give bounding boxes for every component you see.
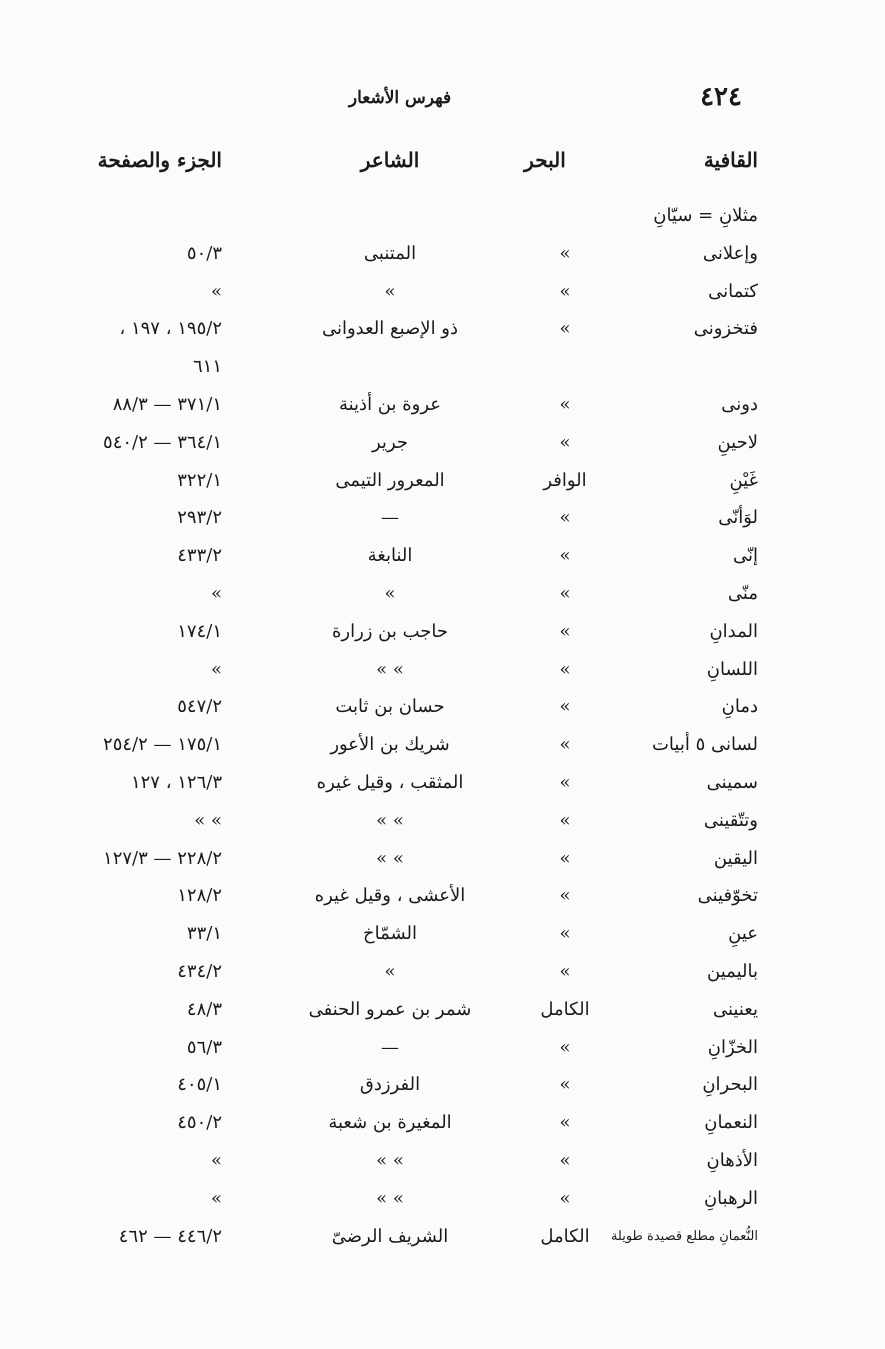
cell-qafiya: البحرانِ xyxy=(702,1074,758,1096)
cell-poet: » » xyxy=(376,809,404,831)
table-row xyxy=(0,428,885,460)
cell-qafiya: مثلانِ = سيّانِ xyxy=(653,205,758,226)
cell-qafiya: سمينى xyxy=(706,772,758,793)
table-row xyxy=(0,1108,885,1140)
cell-poet: حاجب بن زرارة xyxy=(331,620,449,642)
cell-bahr: الكامل xyxy=(540,1225,590,1247)
table-row xyxy=(0,390,885,422)
cell-bahr: » xyxy=(559,394,571,415)
cell-ref: ١٩٥/٢ ، ١٩٧ ، xyxy=(119,318,222,340)
cell-ref: ٤٤٦/٢ — ٤٦٢ xyxy=(118,1225,222,1247)
cell-bahr: » xyxy=(559,923,571,945)
cell-qafiya: كتمانى xyxy=(708,280,758,302)
cell-ref: ١٢٨/٢ xyxy=(177,885,222,907)
column-header-qafiya: القافية xyxy=(703,148,758,172)
cell-bahr: » xyxy=(559,658,571,680)
table-row xyxy=(0,541,885,573)
cell-ref: ٥٤٧/٢ xyxy=(177,696,222,718)
cell-bahr: » xyxy=(559,545,571,567)
cell-poet: حسان بن ثابت xyxy=(335,696,445,718)
cell-ref: ٥٦/٣ xyxy=(186,1036,222,1058)
cell-qafiya: وتتّقينى xyxy=(703,809,758,831)
cell-ref: ٣٧١/١ — ٨٨/٣ xyxy=(112,394,222,415)
cell-bahr: » xyxy=(559,1187,571,1209)
cell-ref: ٢٩٣/٢ xyxy=(177,507,222,529)
table-row xyxy=(0,1146,885,1178)
cell-qafiya: غَيْنِ xyxy=(729,469,758,491)
cell-qafiya: دونى xyxy=(721,394,758,415)
cell-poet: ذو الإصبع العدوانى xyxy=(321,318,459,340)
cell-ref: » xyxy=(210,658,222,680)
cell-poet: » xyxy=(384,961,396,982)
cell-ref: ٤٣٣/٢ xyxy=(177,545,222,567)
cell-ref: ٦١١ xyxy=(192,356,222,378)
table-row xyxy=(0,957,885,989)
column-header-bahr: البحر xyxy=(524,148,566,172)
table-row xyxy=(0,1222,885,1254)
column-header-ref: الجزء والصفحة xyxy=(97,148,222,172)
cell-bahr: » xyxy=(559,847,571,869)
cell-poet: الشريف الرضىّ xyxy=(331,1225,449,1247)
table-row xyxy=(0,314,885,346)
table-row xyxy=(0,277,885,309)
table-row xyxy=(0,1070,885,1102)
table-row xyxy=(0,730,885,762)
cell-qafiya: منّى xyxy=(727,583,758,604)
cell-poet: المتنبى xyxy=(363,242,417,264)
cell-qafiya: المدانِ xyxy=(709,620,758,642)
cell-bahr: » xyxy=(559,280,571,302)
cell-ref: » » xyxy=(194,809,222,831)
cell-ref: ٣٢٢/١ xyxy=(177,469,222,491)
cell-qafiya: الرهبانِ xyxy=(703,1187,758,1209)
cell-poet: النابغة xyxy=(367,545,413,567)
cell-ref: » xyxy=(210,583,222,604)
cell-bahr: » xyxy=(559,507,571,529)
cell-bahr: » xyxy=(559,1074,571,1096)
cell-poet: عروة بن أذينة xyxy=(338,394,442,415)
cell-ref: ١٢٦/٣ ، ١٢٧ xyxy=(130,772,222,793)
cell-qafiya: النعمانِ xyxy=(704,1112,758,1134)
cell-ref: » xyxy=(210,1187,222,1209)
cell-ref: » xyxy=(210,1150,222,1171)
cell-bahr: » xyxy=(559,583,571,604)
cell-bahr: الكامل xyxy=(540,998,590,1020)
cell-bahr: » xyxy=(559,242,571,264)
table-row xyxy=(0,995,885,1027)
cell-bahr: » xyxy=(559,961,571,982)
cell-qafiya: عينِ xyxy=(728,923,758,945)
cell-qafiya: الخزّانِ xyxy=(707,1036,758,1058)
cell-poet: » xyxy=(384,583,396,604)
cell-bahr: » xyxy=(559,1112,571,1134)
cell-bahr: » xyxy=(559,620,571,642)
table-row xyxy=(0,844,885,876)
cell-ref: » xyxy=(210,280,222,302)
cell-poet: شريك بن الأعور xyxy=(330,734,450,756)
cell-poet: شمر بن عمرو الحنفى xyxy=(308,998,472,1020)
table-row xyxy=(0,201,885,233)
table-row xyxy=(0,768,885,800)
cell-poet: » » xyxy=(376,1150,404,1171)
cell-qafiya: اليقين xyxy=(713,847,758,869)
table-row xyxy=(0,352,885,384)
cell-ref: ١٧٤/١ xyxy=(177,620,222,642)
cell-qafiya: دمانِ xyxy=(721,696,758,718)
cell-bahr: » xyxy=(559,885,571,907)
table-row xyxy=(0,655,885,687)
cell-qafiya: لوَأنّى xyxy=(718,507,758,529)
table-row xyxy=(0,1033,885,1065)
cell-bahr: » xyxy=(559,1150,571,1171)
cell-qafiya: وإعلانى xyxy=(702,242,758,264)
cell-poet: — xyxy=(381,507,399,529)
table-row xyxy=(0,466,885,498)
cell-bahr: » xyxy=(559,1036,571,1058)
cell-ref: ٥٠/٣ xyxy=(186,242,222,264)
cell-bahr: » xyxy=(559,431,571,453)
cell-poet: » xyxy=(384,280,396,302)
cell-qafiya: يعنينى xyxy=(713,998,758,1020)
cell-ref: ٤٥٠/٢ xyxy=(177,1112,222,1134)
cell-poet: المغيرة بن شعبة xyxy=(328,1112,452,1134)
cell-qafiya: لسانى ٥ أبيات xyxy=(651,734,758,756)
column-header-poet: الشاعر xyxy=(360,148,420,172)
cell-bahr: » xyxy=(559,696,571,718)
table-row xyxy=(0,503,885,535)
table-row xyxy=(0,579,885,611)
cell-bahr: » xyxy=(559,734,571,756)
cell-qafiya: تخوّفينى xyxy=(697,885,758,907)
cell-ref: ٢٢٨/٢ — ١٢٧/٣ xyxy=(103,847,222,869)
cell-poet: الشمّاخ xyxy=(362,923,418,945)
table-row xyxy=(0,806,885,838)
cell-bahr: » xyxy=(559,772,571,793)
table-row xyxy=(0,881,885,913)
cell-poet: الأعشى ، وقيل غيره xyxy=(314,885,466,907)
cell-ref: ٤٠٥/١ xyxy=(177,1074,222,1096)
cell-ref: ٣٣/١ xyxy=(186,923,222,945)
cell-poet: » » xyxy=(376,847,404,869)
cell-poet: المثقب ، وقيل غيره xyxy=(316,772,464,793)
cell-bahr: » xyxy=(559,318,571,340)
table-row xyxy=(0,692,885,724)
cell-poet: الفرزدق xyxy=(359,1074,421,1096)
cell-ref: ٣٦٤/١ — ٥٤٠/٢ xyxy=(103,431,222,453)
cell-qafiya: الأذهانِ xyxy=(706,1150,758,1171)
table-row xyxy=(0,239,885,271)
cell-ref: ٤٣٤/٢ xyxy=(177,961,222,982)
cell-poet: » » xyxy=(376,658,404,680)
cell-qafiya: لاحينِ xyxy=(717,431,758,453)
cell-qafiya: اللسانِ xyxy=(706,658,758,680)
cell-poet: » » xyxy=(376,1187,404,1209)
cell-qafiya: باليمين xyxy=(707,961,758,982)
cell-bahr: الوافر xyxy=(543,469,587,491)
cell-poet: المعرور التيمى xyxy=(335,469,445,491)
table-row xyxy=(0,919,885,951)
cell-bahr: » xyxy=(559,809,571,831)
table-row xyxy=(0,617,885,649)
cell-ref: ١٧٥/١ — ٢٥٤/٢ xyxy=(103,734,222,756)
cell-qafiya: فتخزونى xyxy=(693,318,758,340)
cell-poet: — xyxy=(381,1036,399,1058)
running-title: فهرس الأشعار xyxy=(348,88,452,108)
cell-qafiya: إنّى xyxy=(732,545,758,567)
table-row xyxy=(0,1184,885,1216)
cell-qafiya: النُّعمانِ مطلع قصيدة طويلة xyxy=(610,1228,758,1244)
cell-ref: ٤٨/٣ xyxy=(186,998,222,1020)
cell-poet: جرير xyxy=(372,431,408,453)
page-number: ٤٢٤ xyxy=(700,82,742,112)
